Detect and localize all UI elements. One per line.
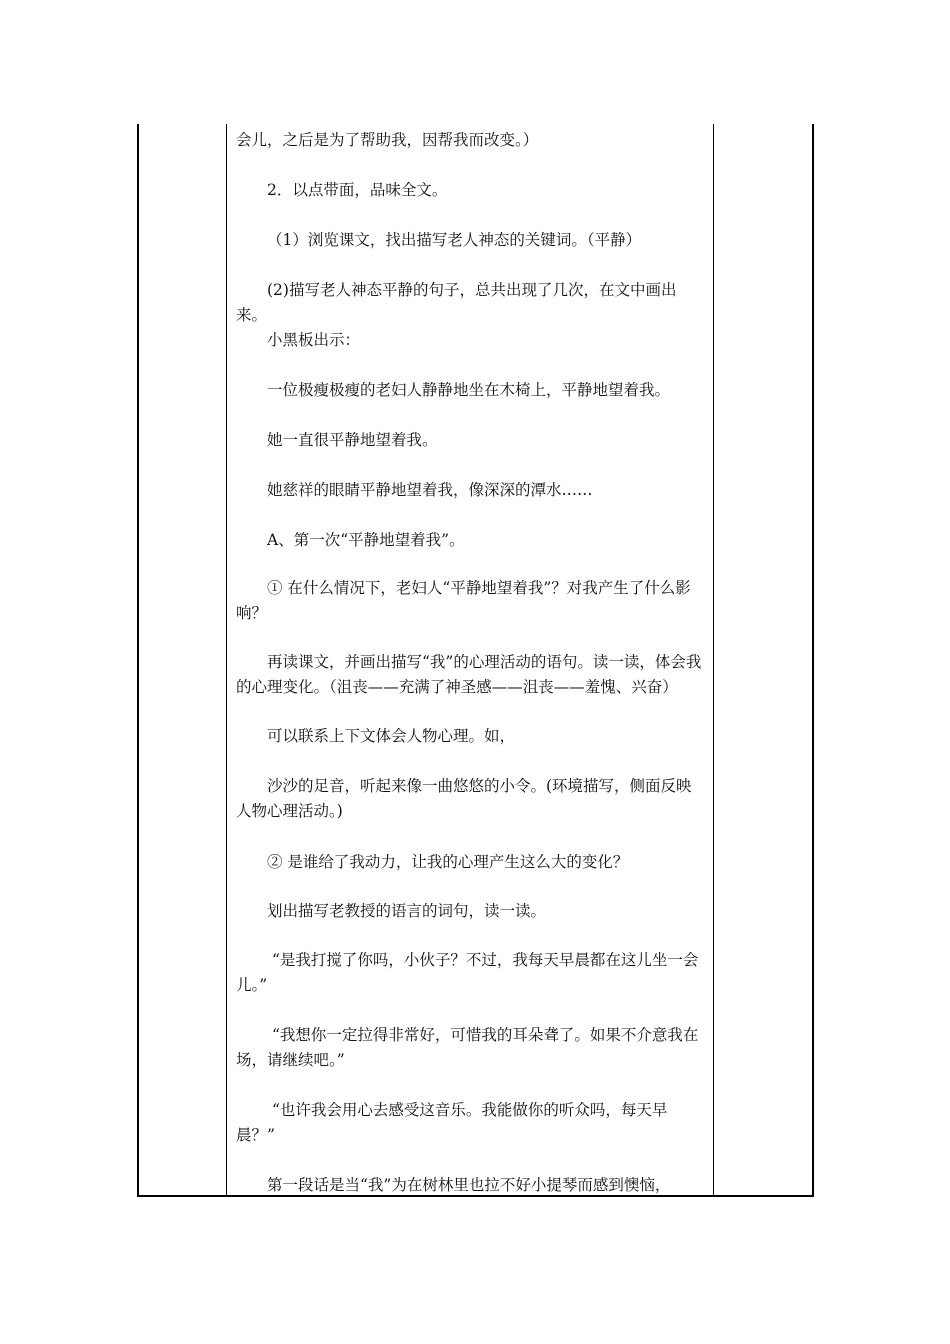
paragraph-step-2-2: (2)描写老人神态平静的句子，总共出现了几次，在文中画出来。: [236, 281, 677, 324]
paragraph-question-2: ② 是谁给了我动力，让我的心理产生这么大的变化？: [267, 853, 629, 871]
table-border-left: [137, 124, 139, 1197]
table-border-right: [812, 124, 814, 1197]
paragraph-blackboard-line-1: 一位极瘦极瘦的老妇人静静地坐在木椅上，平静地望着我。: [267, 381, 671, 399]
table-column-divider-2: [713, 124, 714, 1197]
paragraph-reread: 再读课文，并画出描写“我”的心理活动的语句。读一读，体会我的心理变化。（沮丧——充满了神圣感——沮丧——羞愧、兴奋）: [236, 653, 702, 696]
paragraph-section-a: A、第一次“平静地望着我”。: [267, 531, 465, 549]
paragraph-analysis: 第一段话是当“我”为在树林里也拉不好小提琴而感到懊恼，: [267, 1176, 671, 1194]
paragraph-blackboard-heading: 小黑板出示：: [267, 331, 361, 349]
paragraph-step-2-1: （1）浏览课文，找出描写老人神态的关键词。（平静）: [267, 231, 642, 249]
paragraph-quote-1: “是我打搅了你吗，小伙子？不过，我每天早晨都在这儿坐一会儿。”: [236, 951, 699, 994]
paragraph-step-2: 2．以点带面，品味全文。: [267, 181, 448, 199]
paragraph-question-1: ① 在什么情况下，老妇人“平静地望着我”？对我产生了什么影响？: [236, 579, 691, 622]
paragraph-blackboard-line-3: 她慈祥的眼睛平静地望着我，像深深的潭水……: [267, 481, 593, 499]
paragraph-continuation: 会儿，之后是为了帮助我，因帮我而改变。）: [236, 131, 539, 149]
paragraph-context-hint: 可以联系上下文体会人物心理。如，: [267, 727, 516, 745]
paragraph-example: 沙沙的足音，听起来像一曲悠悠的小令。(环境描写，侧面反映人物心理活动。): [236, 777, 692, 820]
paragraph-quote-3: “也许我会用心去感受这音乐。我能做你的听众吗，每天早晨？”: [236, 1101, 668, 1144]
paragraph-blackboard-line-2: 她一直很平静地望着我。: [267, 431, 438, 449]
table-column-divider-1: [226, 124, 227, 1197]
paragraph-quote-2: “我想你一定拉得非常好，可惜我的耳朵聋了。如果不介意我在场，请继续吧。”: [236, 1026, 699, 1069]
paragraph-underline-task: 划出描写老教授的语言的词句，读一读。: [267, 902, 547, 920]
